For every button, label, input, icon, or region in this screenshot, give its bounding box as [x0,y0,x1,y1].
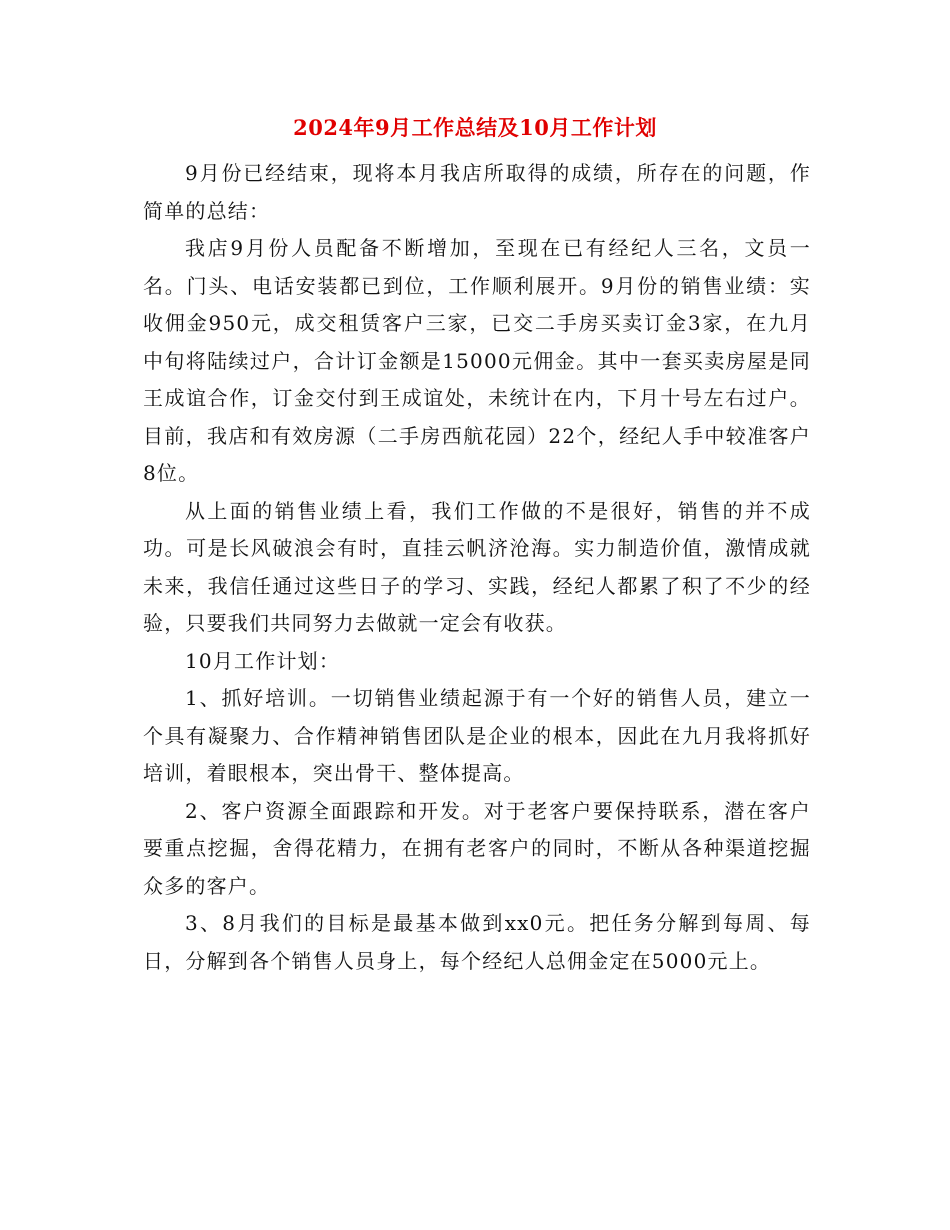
paragraph-plan-item-1: 1、抓好培训。一切销售业绩起源于有一个好的销售人员，建立一个具有凝聚力、合作精神销售团队是企业的根本，因此在九月我将抓好培训，着眼根本，突出骨干、整体提高。 [143,686,811,785]
paragraph-intro: 9月份已经结束，现将本月我店所取得的成绩，所存在的问题，作简单的总结： [143,161,811,223]
paragraph-october-plan-heading: 10月工作计划： [185,648,341,673]
paragraph-september-status: 我店9月份人员配备不断增加，至现在已有经纪人三名，文员一名。门头、电话安装都已到位，工作顺利展开。9月份的销售业绩：实收佣金950元，成交租赁客户三家，已交二手房买卖订金3家，在九月中旬将陆续过户，合计订金额是15000元佣金。其中一套买卖房屋是同王成谊合作，订金交付到王成谊处，未统计在内，下月十号左右过户。目前，我店和有效房源（二手房西航花园）22个，经纪人手中较准客户8位。 [143,236,811,485]
document-title: 2024年9月工作总结及10月工作计划 [293,115,657,140]
paragraph-plan-item-3: 3、8月我们的目标是最基本做到xx0元。把任务分解到每周、每日，分解到各个销售人员身上，每个经纪人总佣金定在5000元上。 [143,911,811,973]
paragraph-reflection: 从上面的销售业绩上看，我们工作做的不是很好，销售的并不成功。可是长风破浪会有时，直挂云帆济沧海。实力制造价值，激情成就未来，我信任通过这些日子的学习、实践，经纪人都累了积了不少的经验，只要我们共同努力去做就一定会有收获。 [143,498,811,635]
document-body [143,155,811,980]
paragraph-plan-item-2: 2、客户资源全面跟踪和开发。对于老客户要保持联系，潜在客户要重点挖掘，舍得花精力，在拥有老客户的同时，不断从各种渠道挖掘众多的客户。 [143,798,811,898]
